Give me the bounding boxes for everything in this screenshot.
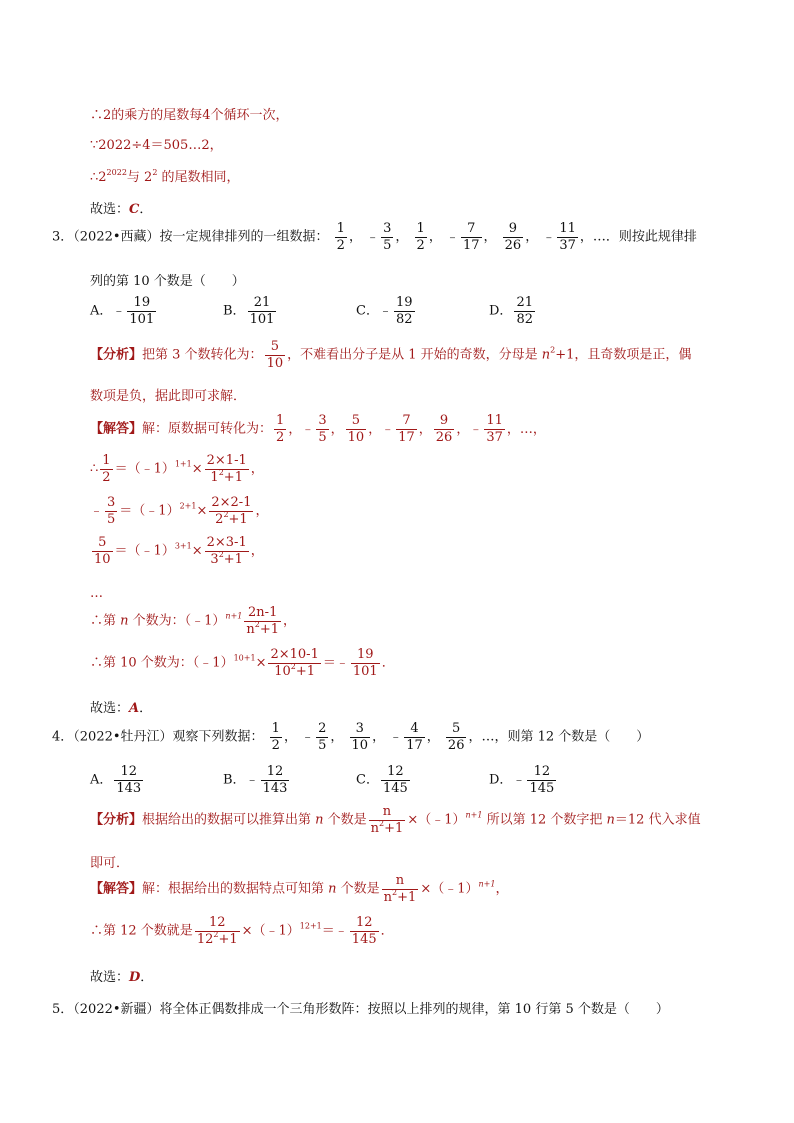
q3-choice: 故选：A． [90,701,153,716]
q3-tenth: ∴第 10 个数为：（﹣1）$^{10+1}$× $\frac{2\times 10-1}{10^2+1}$ ＝﹣ $\frac{19}{101}$ ． [90,647,395,679]
q3-nth: ∴第 n 个数为：（﹣1）$^{n+1}$ $\frac{2n-1}{n^2+1}$ ， [90,605,297,637]
q4-result: ∴第 12 个数就是 $\frac{12}{12^2+1}$ ×（﹣1）$^{12+1}$＝﹣ $\frac{12}{145}$ ． [90,915,394,947]
q3-seq-2: ﹣ $\frac{3}{5}$ [366,221,392,253]
answer-choice: 故选：C． [90,202,153,217]
q3-dots: … [90,586,103,601]
option-d: D． $\frac{21}{82}$ [489,295,533,327]
q4-choice: 故选：D． [90,970,154,985]
option-c: C．﹣ $\frac{19}{82}$ [356,295,413,327]
solution-line: $\therefore 2^{2022}$与 $2^2$ 的尾数相同， [90,168,240,185]
solution-line: ∵2022÷4＝505…2， [90,138,223,153]
option-a: A．﹣ $\frac{19}{101}$ [90,295,155,327]
solution-line: ∴2的乘方的尾数每4个循环一次， [90,108,289,123]
q3-seq-5: $\frac{9}{26}$ [504,221,522,253]
option-b: B．﹣ $\frac{12}{143}$ [223,764,288,796]
q4-answer: 【解答】解：根据给出的数据特点可知第 n 个数是 $\frac{n}{n^2+1}$ ×（﹣1）$^{n+1}$， [90,873,509,905]
q3-seq-4: ﹣ $\frac{7}{17}$ [445,221,480,253]
question-4-stem: 4．（2022•牡丹江）观察下列数据： $\frac{1}{2}$ ， ﹣ $\frac{2}{5}$ ， $\frac{3}{10}$ ， ﹣ $\frac{4}{17}$ ， $\frac{5}{26}$ ，…，则第 12 个数是（ ） [52,721,650,753]
q4-analysis: 【分析】根据给出的数据可以推算出第 n 个数是 $\frac{n}{n^2+1}$ ×（﹣1）$^{n+1}$ 所以第 12 个数字把 n＝12 代入求值 [90,804,701,836]
q3-step-2: ﹣ $\frac{3}{5}$ ＝（﹣1）$^{2+1}$× $\frac{2\times 2-1}{2^2+1}$ ， [90,495,269,527]
q3-analysis-cont: 数项是负，据此即可求解． [90,389,247,404]
question-3-stem: 3．（2022•西藏）按一定规律排列的一组数据： $\frac{1}{2}$ ， ﹣ $\frac{3}{5}$ ， $\frac{1}{2}$ ， ﹣ $\frac{7}{17}$ ， $\frac{9}{26}$ ， ﹣ $\frac{11}{37}$ ，…．则按此规律排 [52,221,697,253]
question-3-options [90,296,622,326]
q3-seq-3: $\frac{1}{2}$ [416,221,425,253]
question-5-stem: 5．（2022•新疆）将全体正偶数排成一个三角形数阵：按照以上排列的规律，第 10 行第 5 个数是（ ） [52,1002,669,1017]
option-d: D．﹣ $\frac{12}{145}$ [489,764,555,796]
question-3-stem-cont: 列的第 10 个数是（ ） [90,274,245,289]
q4-analysis-cont: 即可． [90,856,130,871]
option-c: C． $\frac{12}{145}$ [356,764,408,796]
q3-seq-1: $\frac{1}{2}$ [336,221,345,253]
question-4-options [90,765,622,795]
q3-analysis: 【分析】把第 3 个数转化为： $\frac{5}{10}$ ，不难看出分子是从 1 开始的奇数，分母是 $n^2+1$，且奇数项是正，偶 [90,339,692,371]
q3-seq-6: ﹣ $\frac{11}{37}$ [542,221,576,253]
q3-answer: 【解答】解：原数据可转化为： $\frac{1}{2}$ ，﹣ $\frac{3}{5}$ ， $\frac{5}{10}$ ，﹣ $\frac{7}{17}$ ， $\frac{9}{26}$ ，﹣ $\frac{11}{37}$ ，…， [90,413,546,445]
q3-step-1: ∴ $\frac{1}{2}$ ＝（﹣1）$^{1+1}$× $\frac{2\times 1-1}{1^2+1}$ ， [90,453,264,485]
option-b: B． $\frac{21}{101}$ [223,295,275,327]
q3-step-3: $\frac{5}{10}$ ＝（﹣1）$^{3+1}$× $\frac{2\times 3-1}{3^2+1}$ ， [94,535,264,567]
option-a: A． $\frac{12}{143}$ [90,764,142,796]
